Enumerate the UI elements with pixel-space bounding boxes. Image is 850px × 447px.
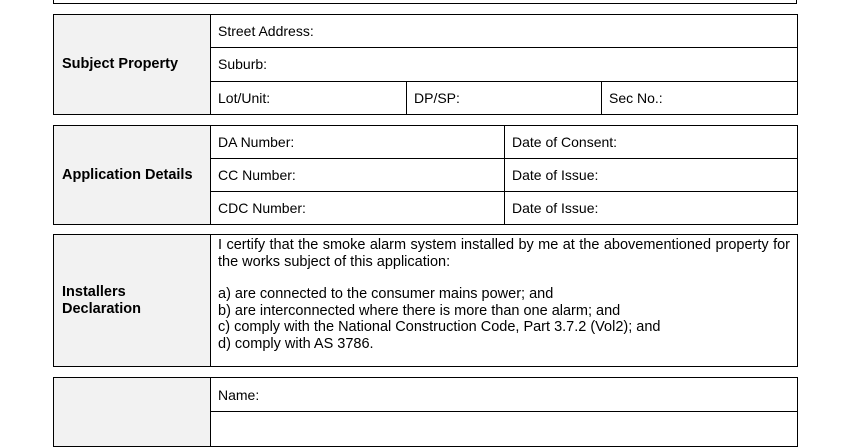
previous-section-bottom bbox=[53, 0, 797, 4]
declaration-text bbox=[211, 235, 797, 366]
installers-label-line1: Installers bbox=[62, 283, 126, 300]
cdc-date-of-issue-field[interactable] bbox=[504, 192, 797, 224]
cc-number-label: CC Number: bbox=[218, 167, 296, 183]
sec-no-label: Sec No.: bbox=[609, 89, 663, 106]
cc-number-field[interactable] bbox=[211, 159, 504, 191]
installer-details-label bbox=[54, 378, 211, 446]
installer-details-section bbox=[53, 377, 798, 447]
declaration-item: c) comply with the National Construction Code, Part 3.7.2 (Vol2); and bbox=[218, 319, 661, 335]
declaration-item: b) are interconnected where there is more than one alarm; and bbox=[218, 302, 621, 319]
date-of-consent-field[interactable] bbox=[504, 126, 797, 158]
suburb-field[interactable] bbox=[211, 48, 797, 80]
installers-label-line2: Declaration bbox=[62, 300, 141, 317]
declaration-item: d) comply with AS 3786. bbox=[218, 335, 374, 352]
cc-date-of-issue-label: Date of Issue: bbox=[512, 167, 599, 183]
lot-unit-label: Lot/Unit: bbox=[218, 89, 271, 106]
cdc-number-label: CDC Number: bbox=[218, 200, 306, 216]
cc-date-of-issue-field[interactable] bbox=[504, 159, 797, 191]
date-of-consent-label: Date of Consent: bbox=[512, 134, 618, 150]
cdc-date-of-issue-label: Date of Issue: bbox=[512, 200, 599, 216]
declaration-item: a) are connected to the consumer mains power; and bbox=[218, 286, 554, 302]
installers-declaration-label bbox=[54, 235, 211, 366]
subject-property-label: Subject Property bbox=[54, 15, 211, 114]
application-details-section bbox=[53, 125, 798, 225]
subject-property-section bbox=[53, 14, 798, 115]
dp-sp-field[interactable] bbox=[406, 82, 601, 114]
street-address-label: Street Address: bbox=[218, 23, 314, 40]
name-label: Name: bbox=[218, 386, 260, 403]
da-number-label: DA Number: bbox=[218, 134, 295, 150]
street-address-field[interactable] bbox=[211, 15, 797, 47]
application-details-label: Application Details bbox=[54, 126, 211, 224]
installers-declaration-section bbox=[53, 234, 798, 367]
dp-sp-label: DP/SP: bbox=[414, 89, 460, 106]
sec-no-field[interactable] bbox=[601, 82, 797, 114]
declaration-intro: I certify that the smoke alarm system installed by me at the abovementioned property for the works subject of this application: bbox=[218, 237, 790, 270]
suburb-label: Suburb: bbox=[218, 56, 268, 73]
cdc-number-field[interactable] bbox=[211, 192, 504, 224]
lot-unit-field[interactable] bbox=[211, 82, 406, 114]
name-field[interactable] bbox=[211, 378, 797, 411]
da-number-field[interactable] bbox=[211, 126, 504, 158]
